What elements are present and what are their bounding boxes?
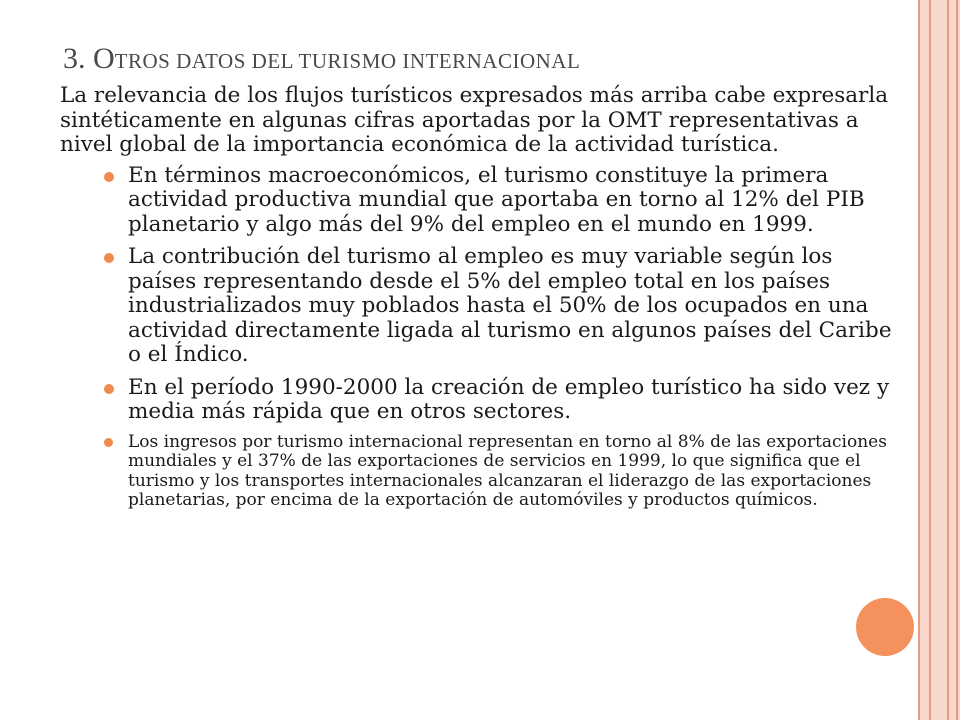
bullet-dot-icon [104, 438, 113, 447]
bullet-item [128, 245, 900, 368]
bullet-dot-icon [104, 172, 114, 182]
bullet-text: En términos macroeconómicos, el turismo constituye la primera actividad productiva mundial que aportaba en torno al 12% del PIB planetario y algo más del 9% del empleo en el mundo en 1999. [128, 162, 865, 237]
bullet-list [60, 164, 900, 511]
decorative-stripe [956, 0, 958, 720]
bullet-text: La contribución del turismo al empleo es muy variable según los países representando desde el 5% del empleo total en los países industrializados muy poblados hasta el 50% de los ocupados en una actividad directamente ligada al turismo en algunos países del Caribe o el Índico. [128, 244, 892, 367]
decorative-stripe [947, 0, 949, 720]
decorative-side-band [918, 0, 960, 720]
slide-title-rest: TROS DATOS DEL TURISMO INTERNACIONAL [114, 49, 581, 73]
bullet-dot-icon [104, 253, 114, 263]
decorative-stripe [929, 0, 931, 720]
decorative-circle [856, 598, 914, 656]
intro-paragraph: La relevancia de los flujos turísticos expresados más arriba cabe expresarla sintéticamente en algunas cifras aportadas por la OMT representativas a nivel global de la importancia económica de la actividad turística. [60, 83, 889, 157]
slide-body [60, 84, 900, 519]
bullet-text: En el período 1990-2000 la creación de empleo turístico ha sido vez y media más rápida que en otros sectores. [128, 374, 890, 424]
bullet-text: Los ingresos por turismo internacional representan en torno al 8% de las exportaciones mundiales y el 37% de las exportaciones de servicios en 1999, lo que significa que el turismo y los transportes internacionales alcanzaran el liderazgo de las exportaciones planetarias, por encima de la exportación de automóviles y productos químicos. [128, 431, 887, 510]
bullet-dot-icon [104, 384, 114, 394]
slide-title [63, 42, 580, 78]
decorative-stripe [918, 0, 920, 720]
bullet-item [128, 164, 900, 238]
bullet-item [128, 376, 900, 425]
bullet-item [128, 433, 900, 511]
slide-title-lead: 3. O [63, 42, 115, 75]
